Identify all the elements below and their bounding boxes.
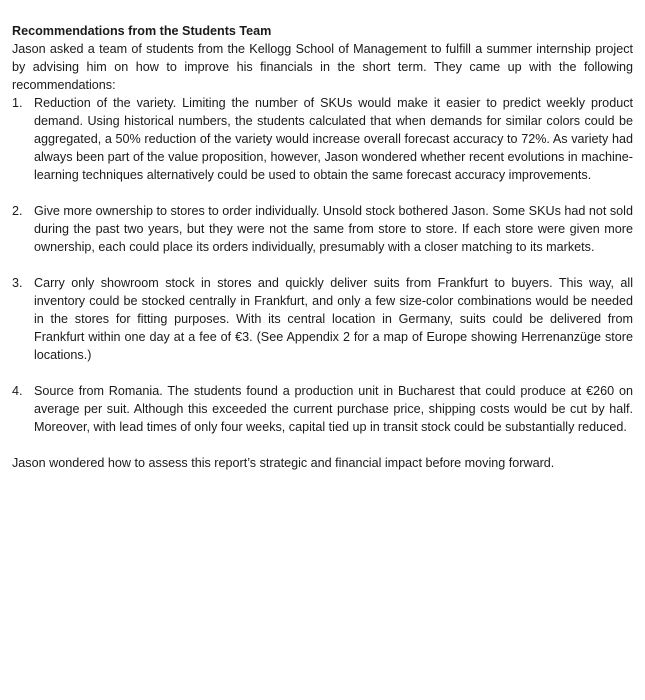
recommendations-list — [12, 94, 633, 436]
closing-paragraph: Jason wondered how to assess this report’s strategic and financial impact before moving forward. — [12, 456, 555, 470]
item-number: 4. — [12, 384, 23, 398]
item-text: Carry only showroom stock in stores and quickly deliver suits from Frankfurt to buyers. This way, all inventory could be stocked centrally in Frankfurt, and only a few size-color combinations would be needed in the stores for fitting purposes. With its central location in Germany, suits could be delivered from Frankfurt within one day at a fee of €3. (See Appendix 2 for a map of Europe showing Herrenanzüge store locations.) — [34, 276, 633, 362]
item-text: Source from Romania. The students found a production unit in Bucharest that could produce at €260 on average per suit. Although this exceeded the current purchase price, shipping costs would be cut by half. Moreover, with lead times of only four weeks, capital tied up in transit stock could be substantially reduced. — [34, 384, 633, 434]
document-page — [12, 22, 633, 472]
section-heading: Recommendations from the Students Team — [12, 24, 272, 38]
list-item — [12, 382, 633, 436]
item-text: Reduction of the variety. Limiting the number of SKUs would make it easier to predict weekly product demand. Using historical numbers, the students calculated that when demands for similar colors could be aggregated, a 50% reduction of the variety would increase overall forecast accuracy to 72%. As variety had always been part of the value proposition, however, Jason wondered whether recent evolutions in machine-learning techniques alternatively could be used to obtain the same forecast accuracy improvements. — [34, 96, 633, 182]
list-item — [12, 274, 633, 364]
list-item — [12, 94, 633, 184]
item-number: 3. — [12, 276, 23, 290]
intro-paragraph: Jason asked a team of students from the Kellogg School of Management to fulfill a summer internship project by advising him on how to improve his financials in the short term. They came up with the following recommendations: — [12, 42, 633, 92]
item-number: 1. — [12, 96, 23, 110]
item-text: Give more ownership to stores to order individually. Unsold stock bothered Jason. Some SKUs had not sold during the past two years, but they were not the same from store to store. If each store were given more ownership, each could place its orders individually, presumably with a closer matching to its markets. — [34, 204, 633, 254]
item-number: 2. — [12, 204, 23, 218]
list-item — [12, 202, 633, 256]
